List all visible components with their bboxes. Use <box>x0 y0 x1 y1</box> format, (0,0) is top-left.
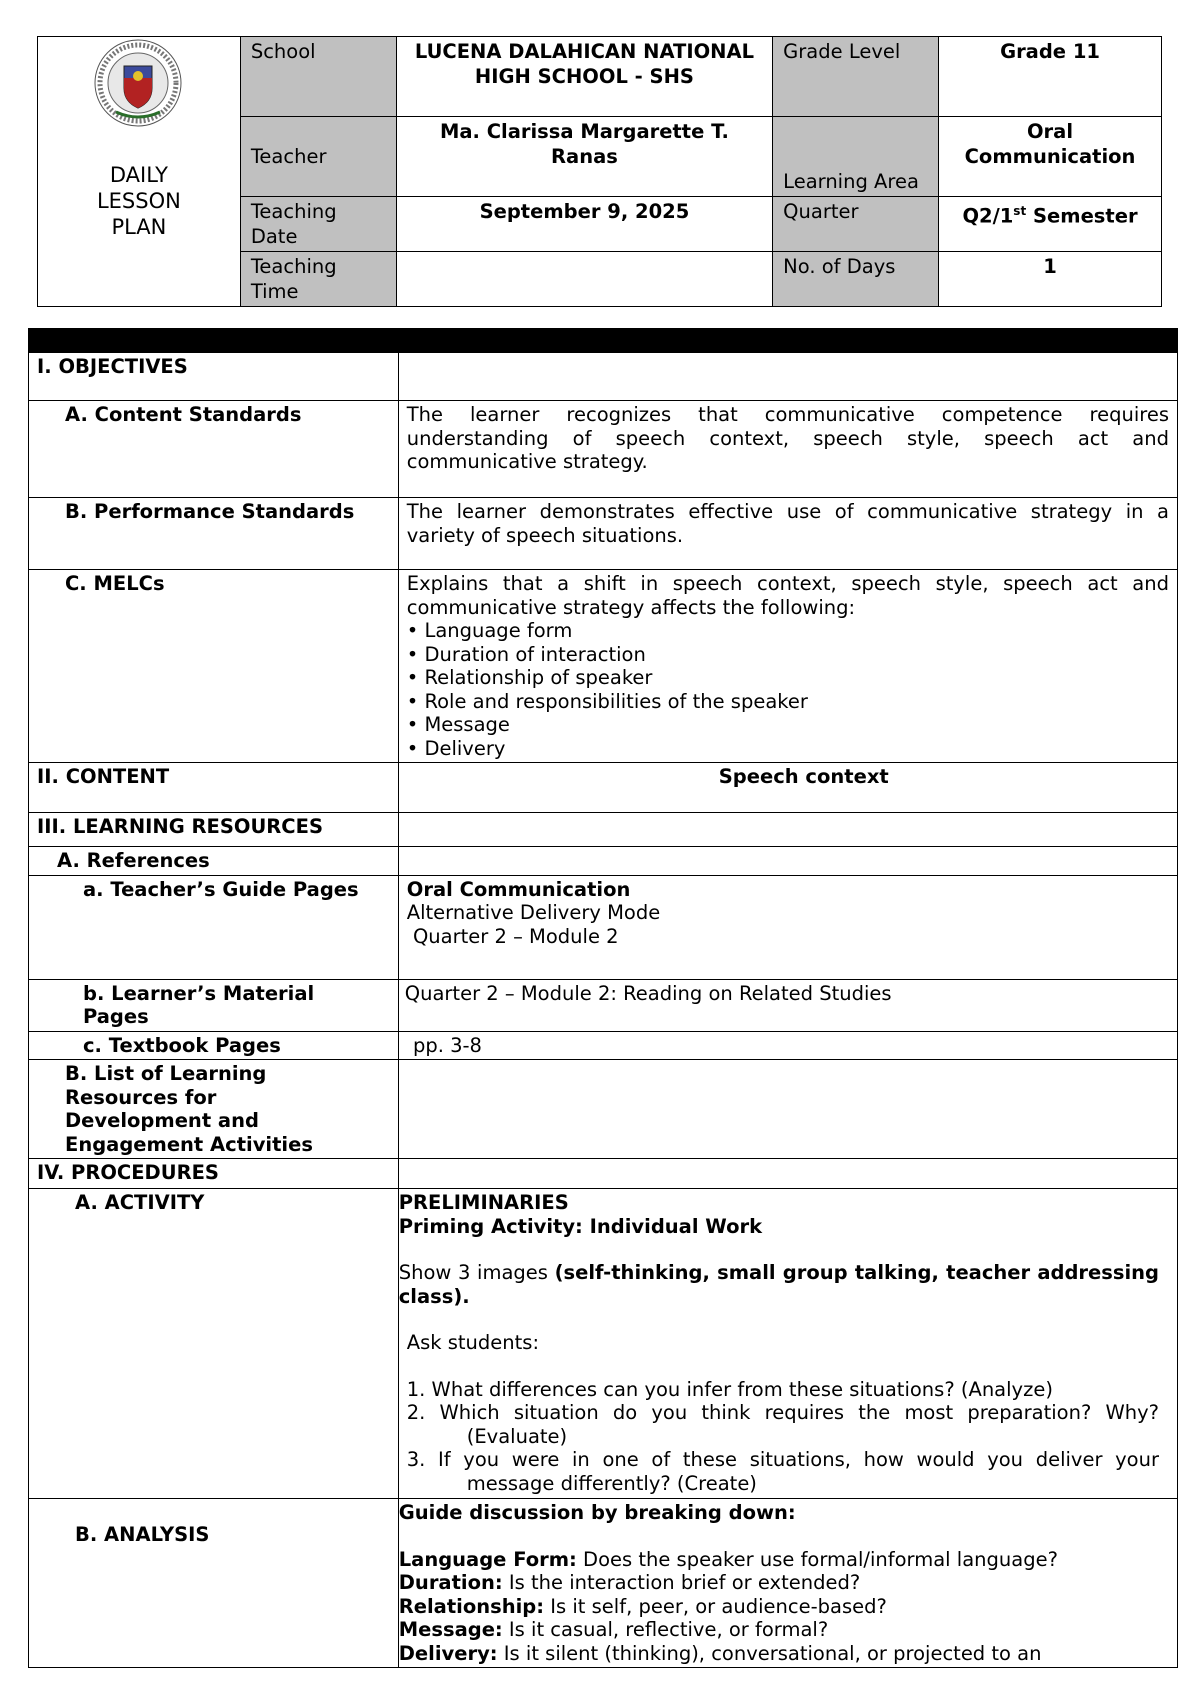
breakdown-text: Is it casual, reflective, or formal? <box>502 1618 829 1641</box>
breakdown-term: Relationship: <box>398 1594 545 1618</box>
quarter-value <box>939 197 1162 252</box>
procedures-heading: IV. PROCEDURES <box>29 1159 399 1189</box>
list-item <box>399 1642 1169 1666</box>
list-item <box>399 1571 1169 1595</box>
list-item: • Duration of interaction <box>407 643 1169 667</box>
tg-line3: Quarter 2 – Module 2 <box>406 924 619 948</box>
breakdown-term: Delivery: <box>398 1641 498 1665</box>
header-table <box>37 36 1162 307</box>
prelim-heading: PRELIMINARIES <box>398 1191 569 1214</box>
days-label: No. of Days <box>773 252 939 307</box>
tg-title: Oral Communication <box>406 877 631 901</box>
list-item: 1. What differences can you infer from these situations? (Analyze) <box>406 1377 1053 1401</box>
school-label: School <box>240 37 396 117</box>
content-standards-label: A. Content Standards <box>29 401 399 498</box>
list-item: 3. If you were in one of these situations, how would you deliver your message differently? (Create) <box>406 1448 1159 1495</box>
list-item: • Role and responsibilities of the speaker <box>407 690 1169 714</box>
lm-label: b. Learner’s Material Pages <box>29 979 399 1031</box>
content-heading: II. CONTENT <box>29 763 399 813</box>
melcs-intro: Explains that a shift in speech context, speech style, speech act and communicative strategy affects the following: <box>406 572 1169 619</box>
school-value: LUCENA DALAHICAN NATIONAL HIGH SCHOOL - SHS <box>396 37 772 117</box>
lm-value: Quarter 2 – Module 2: Reading on Related Studies <box>398 979 1177 1031</box>
breakdown-term: Message: <box>398 1618 503 1641</box>
content-standards-text: The learner recognizes that communicative competence requires understanding of speech context, speech style, speech act and communicative strategy. <box>398 401 1177 498</box>
black-header-row <box>29 329 1178 353</box>
tg-label: a. Teacher’s Guide Pages <box>29 875 399 979</box>
list-item <box>399 1618 1169 1642</box>
content-value: Speech context <box>398 763 1177 813</box>
grade-label: Grade Level <box>773 37 939 117</box>
tb-value: pp. 3-8 <box>398 1031 1177 1060</box>
activity-label: A. ACTIVITY <box>29 1189 399 1499</box>
analysis-cell <box>398 1499 1177 1668</box>
melcs-cell <box>398 570 1177 763</box>
list-item <box>399 1548 1169 1572</box>
teacher-value: Ma. Clarissa Margarette T. Ranas <box>396 117 772 197</box>
guide-heading: Guide discussion by breaking down: <box>398 1501 796 1524</box>
grade-value: Grade 11 <box>939 37 1162 117</box>
tg-cell <box>398 875 1177 979</box>
show-text: Show 3 images <box>398 1261 555 1284</box>
breakdown-text: Is it silent (thinking), conversational, or projected to an <box>497 1641 1042 1665</box>
melcs-list <box>407 619 1169 760</box>
date-label: Teaching Date <box>240 197 396 252</box>
teacher-label: Teacher <box>240 117 396 197</box>
breakdown-term: Language Form: <box>398 1547 577 1571</box>
performance-standards-text: The learner demonstrates effective use of communicative strategy in a variety of speech situations. <box>398 498 1177 570</box>
ask-students: Ask students: <box>406 1331 540 1354</box>
list-item: • Relationship of speaker <box>407 666 1169 690</box>
quarter-sup: st <box>1013 204 1027 218</box>
quarter-rest: Semester <box>1026 204 1138 228</box>
quarter-main: Q2/1 <box>962 204 1014 228</box>
priming-heading: Priming Activity: Individual Work <box>398 1214 763 1238</box>
breakdown-text: Is it self, peer, or audience-based? <box>544 1594 887 1618</box>
list-resources-label: B. List of Learning Resources for Development and Engagement Activities <box>29 1060 399 1159</box>
time-value <box>396 252 772 307</box>
list-item <box>399 1595 1169 1619</box>
list-item: 2. Which situation do you think requires the most preparation? Why? (Evaluate) <box>406 1401 1159 1448</box>
plan-title-cell <box>38 37 241 307</box>
list-item: • Language form <box>407 619 1169 643</box>
objectives-heading: I. OBJECTIVES <box>29 353 399 401</box>
breakdown-text: Is the interaction brief or extended? <box>502 1571 861 1594</box>
tg-line2: Alternative Delivery Mode <box>406 901 661 924</box>
breakdown-text: Does the speaker use formal/informal language? <box>576 1547 1058 1571</box>
references-label: A. References <box>29 847 399 876</box>
area-label: Learning Area <box>773 117 939 197</box>
days-value: 1 <box>939 252 1162 307</box>
show-images-text <box>399 1261 1159 1308</box>
list-item: • Delivery <box>407 737 1169 761</box>
performance-standards-label: B. Performance Standards <box>29 498 399 570</box>
quarter-label: Quarter <box>773 197 939 252</box>
area-value: Oral Communication <box>939 117 1162 197</box>
list-item: • Message <box>407 713 1169 737</box>
resources-heading: III. LEARNING RESOURCES <box>29 813 399 847</box>
activity-cell <box>398 1189 1177 1499</box>
show-bold: (self-thinking, small group talking, teacher addressing class). <box>398 1261 1159 1308</box>
tb-label: c. Textbook Pages <box>29 1031 399 1060</box>
analysis-label: B. ANALYSIS <box>29 1499 399 1668</box>
breakdown-term: Duration: <box>398 1571 503 1594</box>
melcs-label: C. MELCs <box>29 570 399 763</box>
date-value: September 9, 2025 <box>396 197 772 252</box>
time-label: Teaching Time <box>240 252 396 307</box>
plan-title: DAILY LESSON PLAN <box>96 162 181 239</box>
lesson-table <box>28 328 1178 1668</box>
